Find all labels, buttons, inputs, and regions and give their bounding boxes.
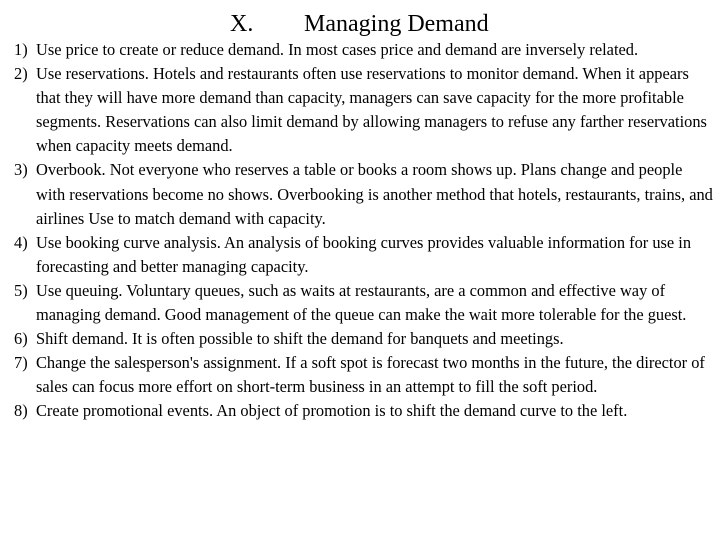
list-item: [14, 351, 714, 399]
list-item-text: Change the salesperson's assignment. If a soft spot is forecast two months in the future, the director of sales can focus more effort on short-term business in an attempt to fill the soft period.: [36, 353, 705, 397]
list-item-number: 4): [14, 232, 28, 252]
list-item: [14, 158, 714, 230]
demand-strategies-list: [14, 38, 714, 424]
list-item-text: Use price to create or reduce demand. In most cases price and demand are inversely related.: [36, 40, 639, 59]
list-item: [14, 327, 714, 351]
list-item: [14, 38, 714, 62]
list-item-text: Overbook. Not everyone who reserves a table or books a room shows up. Plans change and people with reservations become no shows. Overbooking is another method that hotels, restaurants, trains, and airlines Use to match demand with capacity.: [36, 160, 713, 228]
list-item-number: 8): [14, 401, 28, 421]
section-number: X.: [230, 11, 254, 37]
list-item-number: 5): [14, 280, 28, 300]
list-item: [14, 231, 714, 279]
list-item-number: 7): [14, 353, 28, 373]
list-item: [14, 279, 714, 327]
list-item-number: 2): [14, 64, 28, 84]
list-item-text: Use reservations. Hotels and restaurants often use reservations to monitor demand. When it appears that they will have more demand than capacity, managers can save capacity for the more profitable segments. Reservations can also limit demand by allowing managers to refuse any farther reservations when capacity meets demand.: [36, 64, 707, 156]
list-item: [14, 62, 714, 158]
list-item-text: Create promotional events. An object of promotion is to shift the demand curve to the left.: [36, 401, 628, 421]
list-item-number: 6): [14, 329, 28, 349]
list-item-text: Use queuing. Voluntary queues, such as waits at restaurants, are a common and effective way of managing demand. Good management of the queue can make the wait more tolerable for the guest.: [36, 280, 687, 325]
list-item-text: Use booking curve analysis. An analysis of booking curves provides valuable information for use in forecasting and better managing capacity.: [36, 232, 692, 276]
list-item: [14, 399, 714, 423]
section-title: Managing Demand: [304, 11, 489, 37]
list-item-number: 3): [14, 160, 28, 180]
list-item-text: Shift demand. It is often possible to shift the demand for banquets and meetings.: [36, 329, 564, 349]
list-item-number: 1): [14, 40, 28, 59]
